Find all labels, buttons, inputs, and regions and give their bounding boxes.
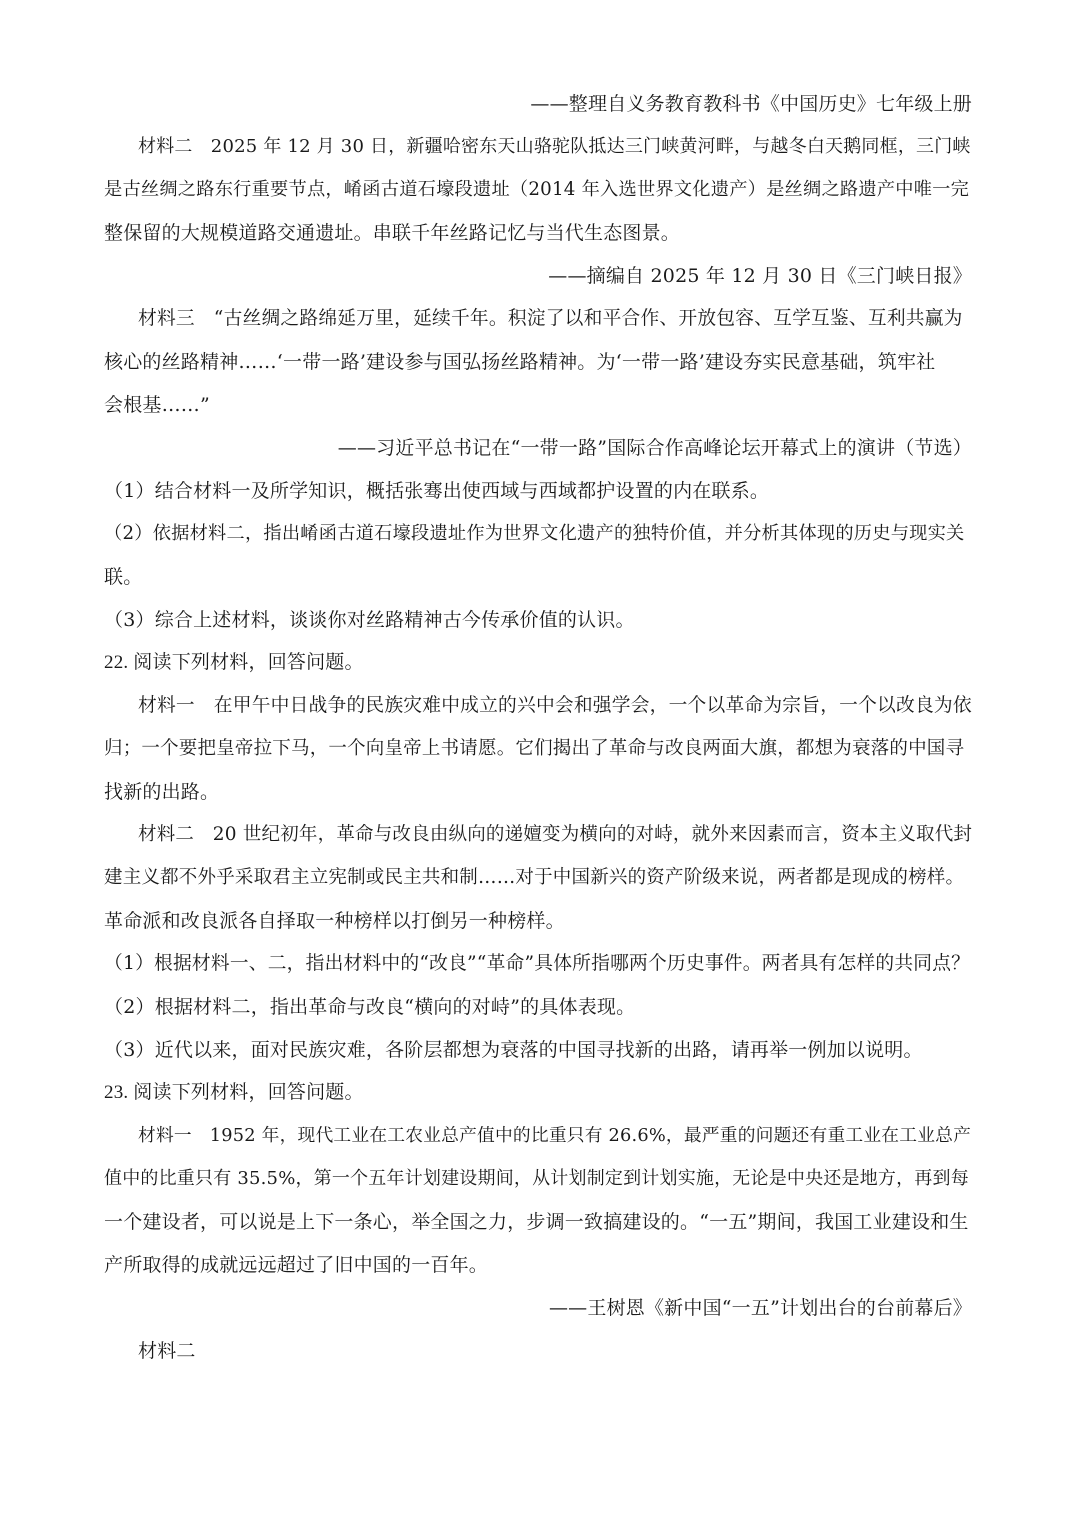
material-paragraph: 产所取得的成就远远超过了旧中国的一百年。 (104, 1254, 489, 1276)
material-paragraph: 核心的丝路精神……‘一带一路’建设参与国弘扬丝路精神。为‘一带一路’建设夯实民意基础，筑牢社 (104, 351, 936, 373)
source-citation: ——整理自义务教育教科书《中国历史》七年级上册 (530, 93, 972, 115)
sub-question: 联。 (104, 566, 143, 588)
sub-question: （2）根据材料二，指出革命与改良“横向的对峙”的具体表现。 (104, 996, 636, 1018)
material-paragraph: 找新的出路。 (104, 781, 220, 803)
material-paragraph: 一个建设者，可以说是上下一条心，举全国之力，步调一致搞建设的。“一五”期间，我国工业建设和生 (104, 1211, 969, 1233)
material-paragraph: 材料二 20 世纪初年，革命与改良由纵向的递嬗变为横向的对峙，就外来因素而言，资本主义取代封 (138, 824, 973, 845)
material-paragraph: 材料一 1952 年，现代工业在工农业总产值中的比重只有 26.6%，最严重的问题还有重工业在工业总产 (138, 1126, 972, 1146)
material-paragraph: 革命派和改良派各自择取一种榜样以打倒另一种榜样。 (104, 910, 565, 932)
question-heading: 23. 阅读下列材料，回答问题。 (104, 1082, 364, 1103)
sub-question: （3）综合上述材料，谈谈你对丝路精神古今传承价值的认识。 (104, 609, 635, 631)
material-paragraph: 会根基……” (104, 394, 210, 416)
source-citation: ——摘编自 2025 年 12 月 30 日《三门峡日报》 (548, 265, 972, 287)
question-heading: 22. 阅读下列材料，回答问题。 (104, 652, 364, 673)
sub-question: （3）近代以来，面对民族灾难，各阶层都想为衰落的中国寻找新的出路，请再举一例加以说明。 (104, 1039, 923, 1061)
material-paragraph: 归；一个要把皇帝拉下马，一个向皇帝上书请愿。它们揭出了革命与改良两面大旗，都想为衰落的中国寻 (104, 738, 965, 759)
sub-question: （1）根据材料一、二，指出材料中的“改良”“革命”具体所指哪两个历史事件。两者具有怎样的共同点？ (104, 953, 971, 974)
sub-question: （2）依据材料二，指出崤函古道石壕段遗址作为世界文化遗产的独特价值，并分析其体现的历史与现实关 (104, 523, 965, 544)
material-label: 材料二 (138, 1340, 196, 1362)
source-citation: ——王树恩《新中国“一五”计划出台的台前幕后》 (548, 1297, 972, 1319)
material-paragraph: 值中的比重只有 35.5%，第一个五年计划建设期间，从计划制定到计划实施，无论是中央还是地方，再到每 (104, 1168, 969, 1189)
material-paragraph: 材料三 “古丝绸之路绵延万里，延续千年。积淀了以和平合作、开放包容、互学互鉴、互利共赢为 (138, 308, 963, 329)
material-paragraph: 整保留的大规模道路交通遗址。串联千年丝路记忆与当代生态图景。 (104, 222, 681, 244)
material-paragraph: 材料二 2025 年 12 月 30 日，新疆哈密东天山骆驼队抵达三门峡黄河畔，与越冬白天鹅同框，三门峡 (138, 136, 971, 157)
material-paragraph: 建主义都不外乎采取君主立宪制或民主共和制……对于中国新兴的资产阶级来说，两者都是现成的榜样。 (104, 867, 965, 888)
source-citation: ——习近平总书记在“一带一路”国际合作高峰论坛开幕式上的演讲（节选） (337, 437, 972, 459)
material-paragraph: 材料一 在甲午中日战争的民族灾难中成立的兴中会和强学会，一个以革命为宗旨，一个以改良为依 (138, 695, 972, 716)
material-paragraph: 是古丝绸之路东行重要节点，崤函古道石壕段遗址（2014 年入选世界文化遗产）是丝绸之路遗产中唯一完 (104, 179, 970, 200)
sub-question: （1）结合材料一及所学知识，概括张骞出使西域与西域都护设置的内在联系。 (104, 480, 770, 502)
